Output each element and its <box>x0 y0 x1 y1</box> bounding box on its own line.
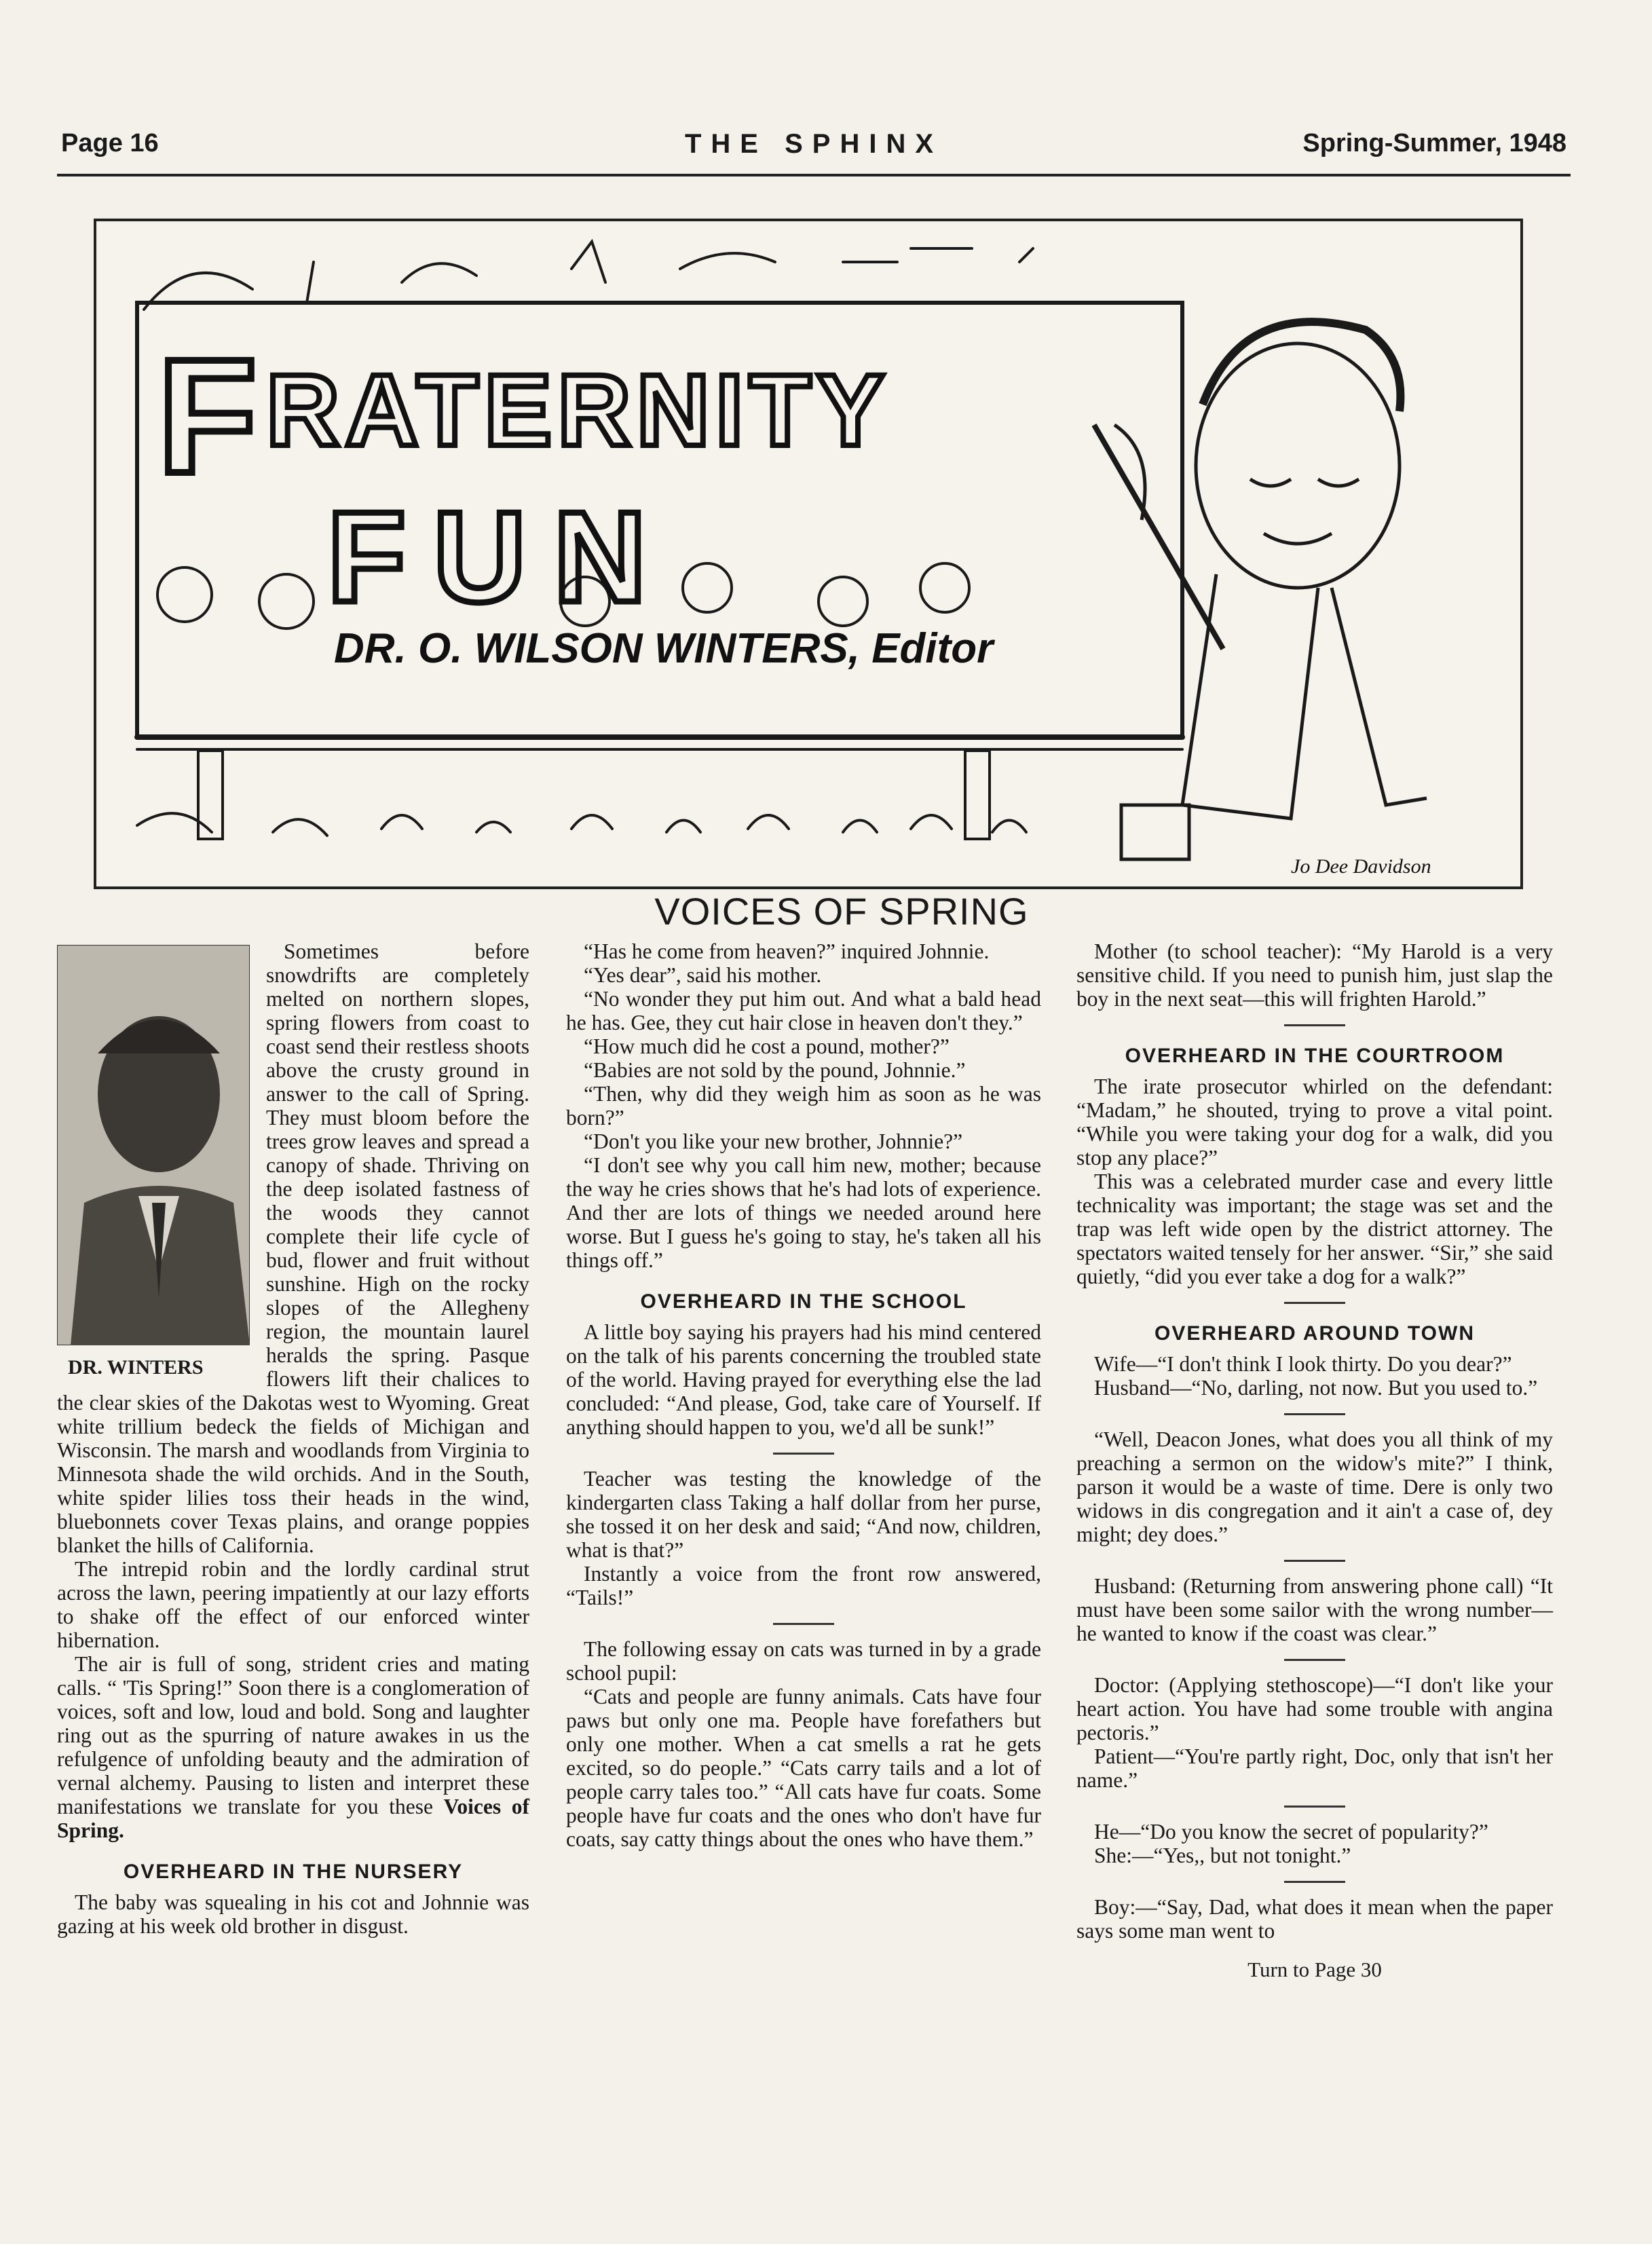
nursery-paragraph-1: The baby was squealing in his cot and Johnnie was gazing at his week old brother in disgust. <box>57 1890 529 1938</box>
header-rule <box>57 174 1571 176</box>
title-letter-f: F <box>157 325 257 507</box>
billboard-post-right <box>965 751 990 839</box>
banner-illustration <box>96 221 1520 886</box>
editor-caricature <box>1094 322 1427 859</box>
mother-paragraph: Mother (to school teacher): “My Harold is a very sensitive child. If you need to punish him, just slap the boy in the next seat—this will frighten Harold.” <box>1076 939 1553 1011</box>
heading-nursery: OVERHEARD IN THE NURSERY <box>123 1860 464 1883</box>
intro-paragraph-1: Sometimes before snowdrifts are completely melted on northern slopes, spring flowers from coast to coast send their restless shoots above the crusty ground in answer to the call of Spring. They must bloom before the trees grow leaves and spread a canopy of shade. Thriving on the deep isolated fastness of the woods they cannot complete their life cycle of bud, flower and fruit without sunshine. High on the rocky slopes of the Allegheny region, the mountain laurel heralds the spring. Pasque flowers lift their chalices to the clear skies of the Dakotas west to Wyoming. Great white trillium bedeck the fields of Michigan and Wisconsin. The marsh and woodlands from Virginia to Minnesota shade the wild orchids. And in the South, white spider lilies toss their heads in the wind, bluebonnets cover Texas plains, and orange poppies blanket the hills of California. <box>57 939 529 1557</box>
nursery-line-4: “How much did he cost a pound, mother?” <box>584 1034 950 1058</box>
portrait-photo <box>57 945 250 1345</box>
separator <box>773 1453 834 1455</box>
nursery-line-7: “Don't you like your new brother, Johnnie?” <box>584 1129 963 1153</box>
column-1 <box>57 939 529 1938</box>
billboard-post-left <box>198 751 223 839</box>
title-fun: FUN <box>327 485 674 629</box>
heading-town: OVERHEARD AROUND TOWN <box>1154 1322 1475 1345</box>
separator <box>1284 1659 1345 1661</box>
separator <box>1284 1024 1345 1026</box>
artist-signature: Jo Dee Davidson <box>1291 855 1431 878</box>
sky-sketch-lines <box>144 242 1033 310</box>
nursery-line-5: “Babies are not sold by the pound, Johnnie.” <box>584 1058 966 1082</box>
town-paragraph-1: Wife—“I don't think I look thirty. Do you dear?” <box>1094 1352 1512 1376</box>
intro-paragraph-3-text: The air is full of song, strident cries and mating calls. “ 'Tis Spring!” Soon there is a conglomeration of voices, soft and low, loud and bold. Song and laughter ring out as the spurring of nature awakes in us the refulgence of unfolding beauty and the admiration of vernal alchemy. Pausing to listen and interpret these manifestations we translate for you these <box>57 1652 529 1818</box>
town-paragraph-2: Husband—“No, darling, not now. But you used to.” <box>1094 1376 1538 1400</box>
separator <box>1284 1806 1345 1808</box>
article-title: VOICES OF SPRING <box>654 890 1029 933</box>
masthead: THE SPHINX <box>684 129 943 159</box>
town-paragraph-9: Boy:—“Say, Dad, what does it mean when the paper says some man went to <box>1076 1895 1553 1943</box>
school-paragraph-2: Teacher was testing the knowledge of the kindergarten class Taking a half dollar from her purse, she tossed it on her desk and said; “And now, children, what is that?” <box>566 1467 1041 1562</box>
nursery-line-3: “No wonder they put him out. And what a bald head he has. Gee, they cut hair close in heaven don't they.” <box>566 987 1041 1034</box>
nursery-line-6: “Then, why did they weigh him as soon as he was born?” <box>566 1082 1041 1129</box>
page-header <box>57 129 1571 176</box>
issue-date: Spring-Summer, 1948 <box>1302 129 1566 157</box>
separator <box>773 1623 834 1625</box>
town-paragraph-4: Husband: (Returning from answering phone call) “It must have been some sailor with the wrong number—he wanted to know if the coast was clear.” <box>1076 1574 1553 1645</box>
school-paragraph-3: Instantly a voice from the front row answered, “Tails!” <box>566 1562 1041 1609</box>
title-fraternity: RATERNITY <box>266 353 890 467</box>
separator <box>1284 1881 1345 1883</box>
town-paragraph-8: She:—“Yes,, but not tonight.” <box>1094 1844 1351 1867</box>
school-paragraph-5: “Cats and people are funny animals. Cats have four paws but only one ma. People have forefathers but only one mother. When a cat smells a rat he gets excited, so do people.” “Cats carry tails and a lot of people carry tales too.” “All cats have fur coats. Some people have fur coats and the ones who don't have fur coats, say catty things about the ones who have them.” <box>566 1685 1041 1851</box>
separator <box>1284 1413 1345 1415</box>
separator <box>1284 1302 1345 1304</box>
editor-credit: DR. O. WILSON WINTERS, Editor <box>334 625 994 672</box>
intro-paragraph-3 <box>57 1652 529 1842</box>
town-paragraph-6: Patient—“You're partly right, Doc, only that isn't her name.” <box>1076 1744 1553 1792</box>
column-3 <box>1076 939 1553 1981</box>
nursery-line-1: “Has he come from heaven?” inquired Johnnie. <box>584 939 990 963</box>
nursery-line-8: “I don't see why you call him new, mother; because the way he cries shows that he's had lots of experience. And ther are lots of things we needed around here worse. But I guess he's going to stay, he's taken all his things off.” <box>566 1153 1041 1272</box>
school-paragraph-1: A little boy saying his prayers had his mind centered on the talk of his parents concerning the troubled state of the world. Having prayed for everything else the lad concluded: “And please, God, take care of Yourself. If anything should happen to you, we'd all be sunk!” <box>566 1320 1041 1439</box>
court-paragraph-2: This was a celebrated murder case and every little technicality was important; the stage was set and the trap was left wide open by the district attorney. The spectators waited tensely for her answer. “Sir,” she said quietly, “did you ever take a dog for a walk?” <box>1076 1170 1553 1288</box>
page-number: Page 16 <box>61 129 159 157</box>
town-paragraph-7: He—“Do you know the secret of popularity?” <box>1094 1820 1488 1844</box>
school-paragraph-4: The following essay on cats was turned in by a grade school pupil: <box>566 1637 1041 1685</box>
continued-note: Turn to Page 30 <box>1247 1958 1382 1981</box>
intro-paragraph-2: The intrepid robin and the lordly cardinal strut across the lawn, peering impatiently at our lazy efforts to shake off the effect of our enforced winter hibernation. <box>57 1557 529 1652</box>
grass-tufts <box>137 813 1026 836</box>
column-2 <box>566 939 1041 1851</box>
nursery-line-2: “Yes dear”, said his mother. <box>584 963 822 987</box>
photo-caption: DR. WINTERS <box>68 1356 204 1379</box>
separator <box>1284 1560 1345 1562</box>
town-paragraph-5: Doctor: (Applying stethoscope)—“I don't like your heart action. You have had some trouble with angina pectoris.” <box>1076 1673 1553 1744</box>
intro-paragraph-3-bold: Voices of Spring. <box>57 1795 529 1842</box>
photo-dr-winters <box>57 945 250 1379</box>
town-paragraph-3: “Well, Deacon Jones, what does you all think of my preaching a sermon on the widow's mite?” I think, parson it would be a waste of time. Dere is only two widows in dis congregation and it ain't a case of, dey might; dey does.” <box>1076 1427 1553 1546</box>
heading-courtroom: OVERHEARD IN THE COURTROOM <box>1125 1045 1505 1067</box>
fraternity-fun-banner <box>94 219 1523 889</box>
heading-school: OVERHEARD IN THE SCHOOL <box>640 1290 967 1313</box>
court-paragraph-1: The irate prosecutor whirled on the defendant: “Madam,” he shouted, trying to prove a vital point. “While you were taking your dog for a walk, did you stop any place?” <box>1076 1074 1553 1170</box>
